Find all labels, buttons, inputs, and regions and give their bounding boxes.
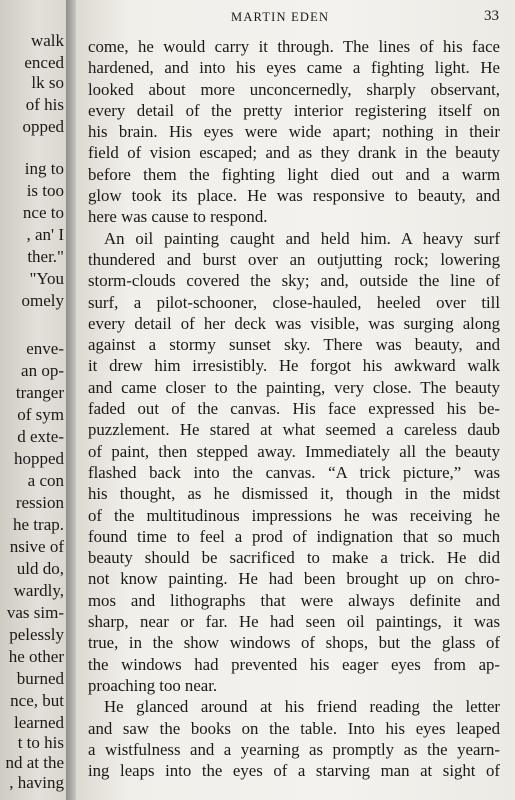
text-line: a wistfulness and a yearning as promptly as the yearn- <box>88 739 500 759</box>
text-line: looked about more unconcernedly, sharply observant, <box>88 79 500 99</box>
text-line: his thought, as he dismissed it, though in the midst <box>88 484 500 504</box>
text-line: beauty should be sacrificed to make a trick. He did <box>88 548 500 568</box>
running-title: MARTIN EDEN <box>231 10 330 24</box>
left-page-fragment: is too <box>26 181 64 200</box>
left-page-fragment: enve- <box>26 339 64 358</box>
previous-page-edge <box>0 0 70 800</box>
text-line: and came closer to the painting, very close. The beauty <box>88 377 500 397</box>
text-line: not know painting. He had been brought up on chro- <box>88 569 500 589</box>
left-page-fragment: he other <box>8 647 64 666</box>
left-page-fragment: opped <box>22 117 64 136</box>
text-line: found time to feel a prod of indignation that so much <box>88 526 500 546</box>
text-line: true, in the show windows of shops, but the glass of <box>88 633 500 653</box>
left-page-fragment: vas sim- <box>6 603 64 622</box>
left-page-fragment: tranger <box>15 383 64 402</box>
left-page-fragment: nce to <box>22 203 64 222</box>
text-line: of the multitudinous impressions he was receiving he <box>88 505 500 525</box>
text-line: storm-clouds covered the sky; and, outside the line of <box>88 271 500 291</box>
left-page-fragment: ing to <box>24 159 64 178</box>
book-page <box>76 0 515 800</box>
text-line: before them the fighting light died out and a warm <box>88 164 500 184</box>
left-page-fragment: t to his <box>17 733 64 752</box>
left-page-fragment: a con <box>27 471 64 490</box>
text-line: here was cause to respond. <box>88 207 268 227</box>
text-line: mos and lithographs that were always definite and <box>88 590 500 610</box>
text-line: ing leaps into the eyes of a starving man at sight of <box>88 761 500 781</box>
text-line: and saw the books on the table. Into his eyes leaped <box>88 718 500 738</box>
text-line: sharp, near or far. He had seen oil paintings, it was <box>88 612 500 632</box>
text-line: thundered and burst over an outjutting rock; lowering <box>88 249 500 269</box>
left-page-fragment: nce, but <box>10 691 64 710</box>
left-page-fragment: hopped <box>13 449 64 468</box>
left-page-fragment: "You <box>29 269 64 288</box>
left-page-fragment: , having <box>9 773 64 792</box>
body-text <box>88 36 500 781</box>
running-head <box>76 8 515 28</box>
left-page-fragment: of his <box>25 95 64 114</box>
text-line: An oil painting caught and held him. A heavy surf <box>104 228 500 248</box>
left-page-fragment: of sym <box>17 405 64 424</box>
left-page-fragment: learned <box>13 713 64 732</box>
text-line: flashed back into the canvas. “A trick picture,” was <box>88 462 500 482</box>
left-page-fragment: lk so <box>31 73 64 92</box>
text-line: the windows had prevented his eager eyes from ap- <box>88 654 500 674</box>
left-page-fragment: ther." <box>27 247 64 266</box>
text-line: field of vision escaped; and as they drank in the beauty <box>88 143 500 163</box>
left-page-fragment: wardly, <box>13 581 64 600</box>
left-page-fragment: nsive of <box>9 537 64 556</box>
text-line: come, he would carry it through. The lines of his face <box>88 37 500 56</box>
text-line: against a stormy sunset sky. There was beauty, and <box>88 335 500 355</box>
left-page-fragment: , an' I <box>26 225 64 244</box>
left-page-fragment: an op- <box>21 361 64 380</box>
text-line: it drew him irresistibly. He forgot his awkward walk <box>88 356 500 376</box>
left-page-fragment: walk <box>30 31 64 50</box>
left-page-fragment: uld do, <box>16 559 64 578</box>
text-line: of paint, then stepped away. Immediately all the beauty <box>88 441 500 461</box>
text-line: his brain. His eyes were wide apart; nothing in their <box>88 122 500 142</box>
page-number: 33 <box>484 8 499 24</box>
left-page-fragment: omely <box>21 291 64 310</box>
left-page-fragment: burned <box>16 669 64 688</box>
text-line: He glanced around at his friend reading the letter <box>104 697 500 717</box>
left-page-fragment: nd at the <box>5 753 64 772</box>
text-line: hardened, and into his eyes came a fighting light. He <box>88 58 500 78</box>
left-page-fragment: he trap. <box>13 515 64 534</box>
text-line: surf, a pilot-schooner, close-hauled, heeled over till <box>88 292 500 312</box>
text-line: glow took its place. He was responsive to beauty, and <box>88 186 500 206</box>
text-line: faded out of the canvas. His face expressed his be- <box>88 399 500 419</box>
text-line: proaching too near. <box>88 675 218 695</box>
text-line: puzzlement. He stared at what seemed a careless daub <box>88 420 500 440</box>
left-page-fragment: ression <box>15 493 64 512</box>
text-line: every detail of the pretty interior registering itself on <box>88 100 500 120</box>
left-page-fragment: d exte- <box>17 427 64 446</box>
text-line: every detail of her deck was visible, was surging along <box>88 313 500 333</box>
left-page-fragment: enced <box>24 53 64 72</box>
left-page-fragment: pelessly <box>9 625 64 644</box>
